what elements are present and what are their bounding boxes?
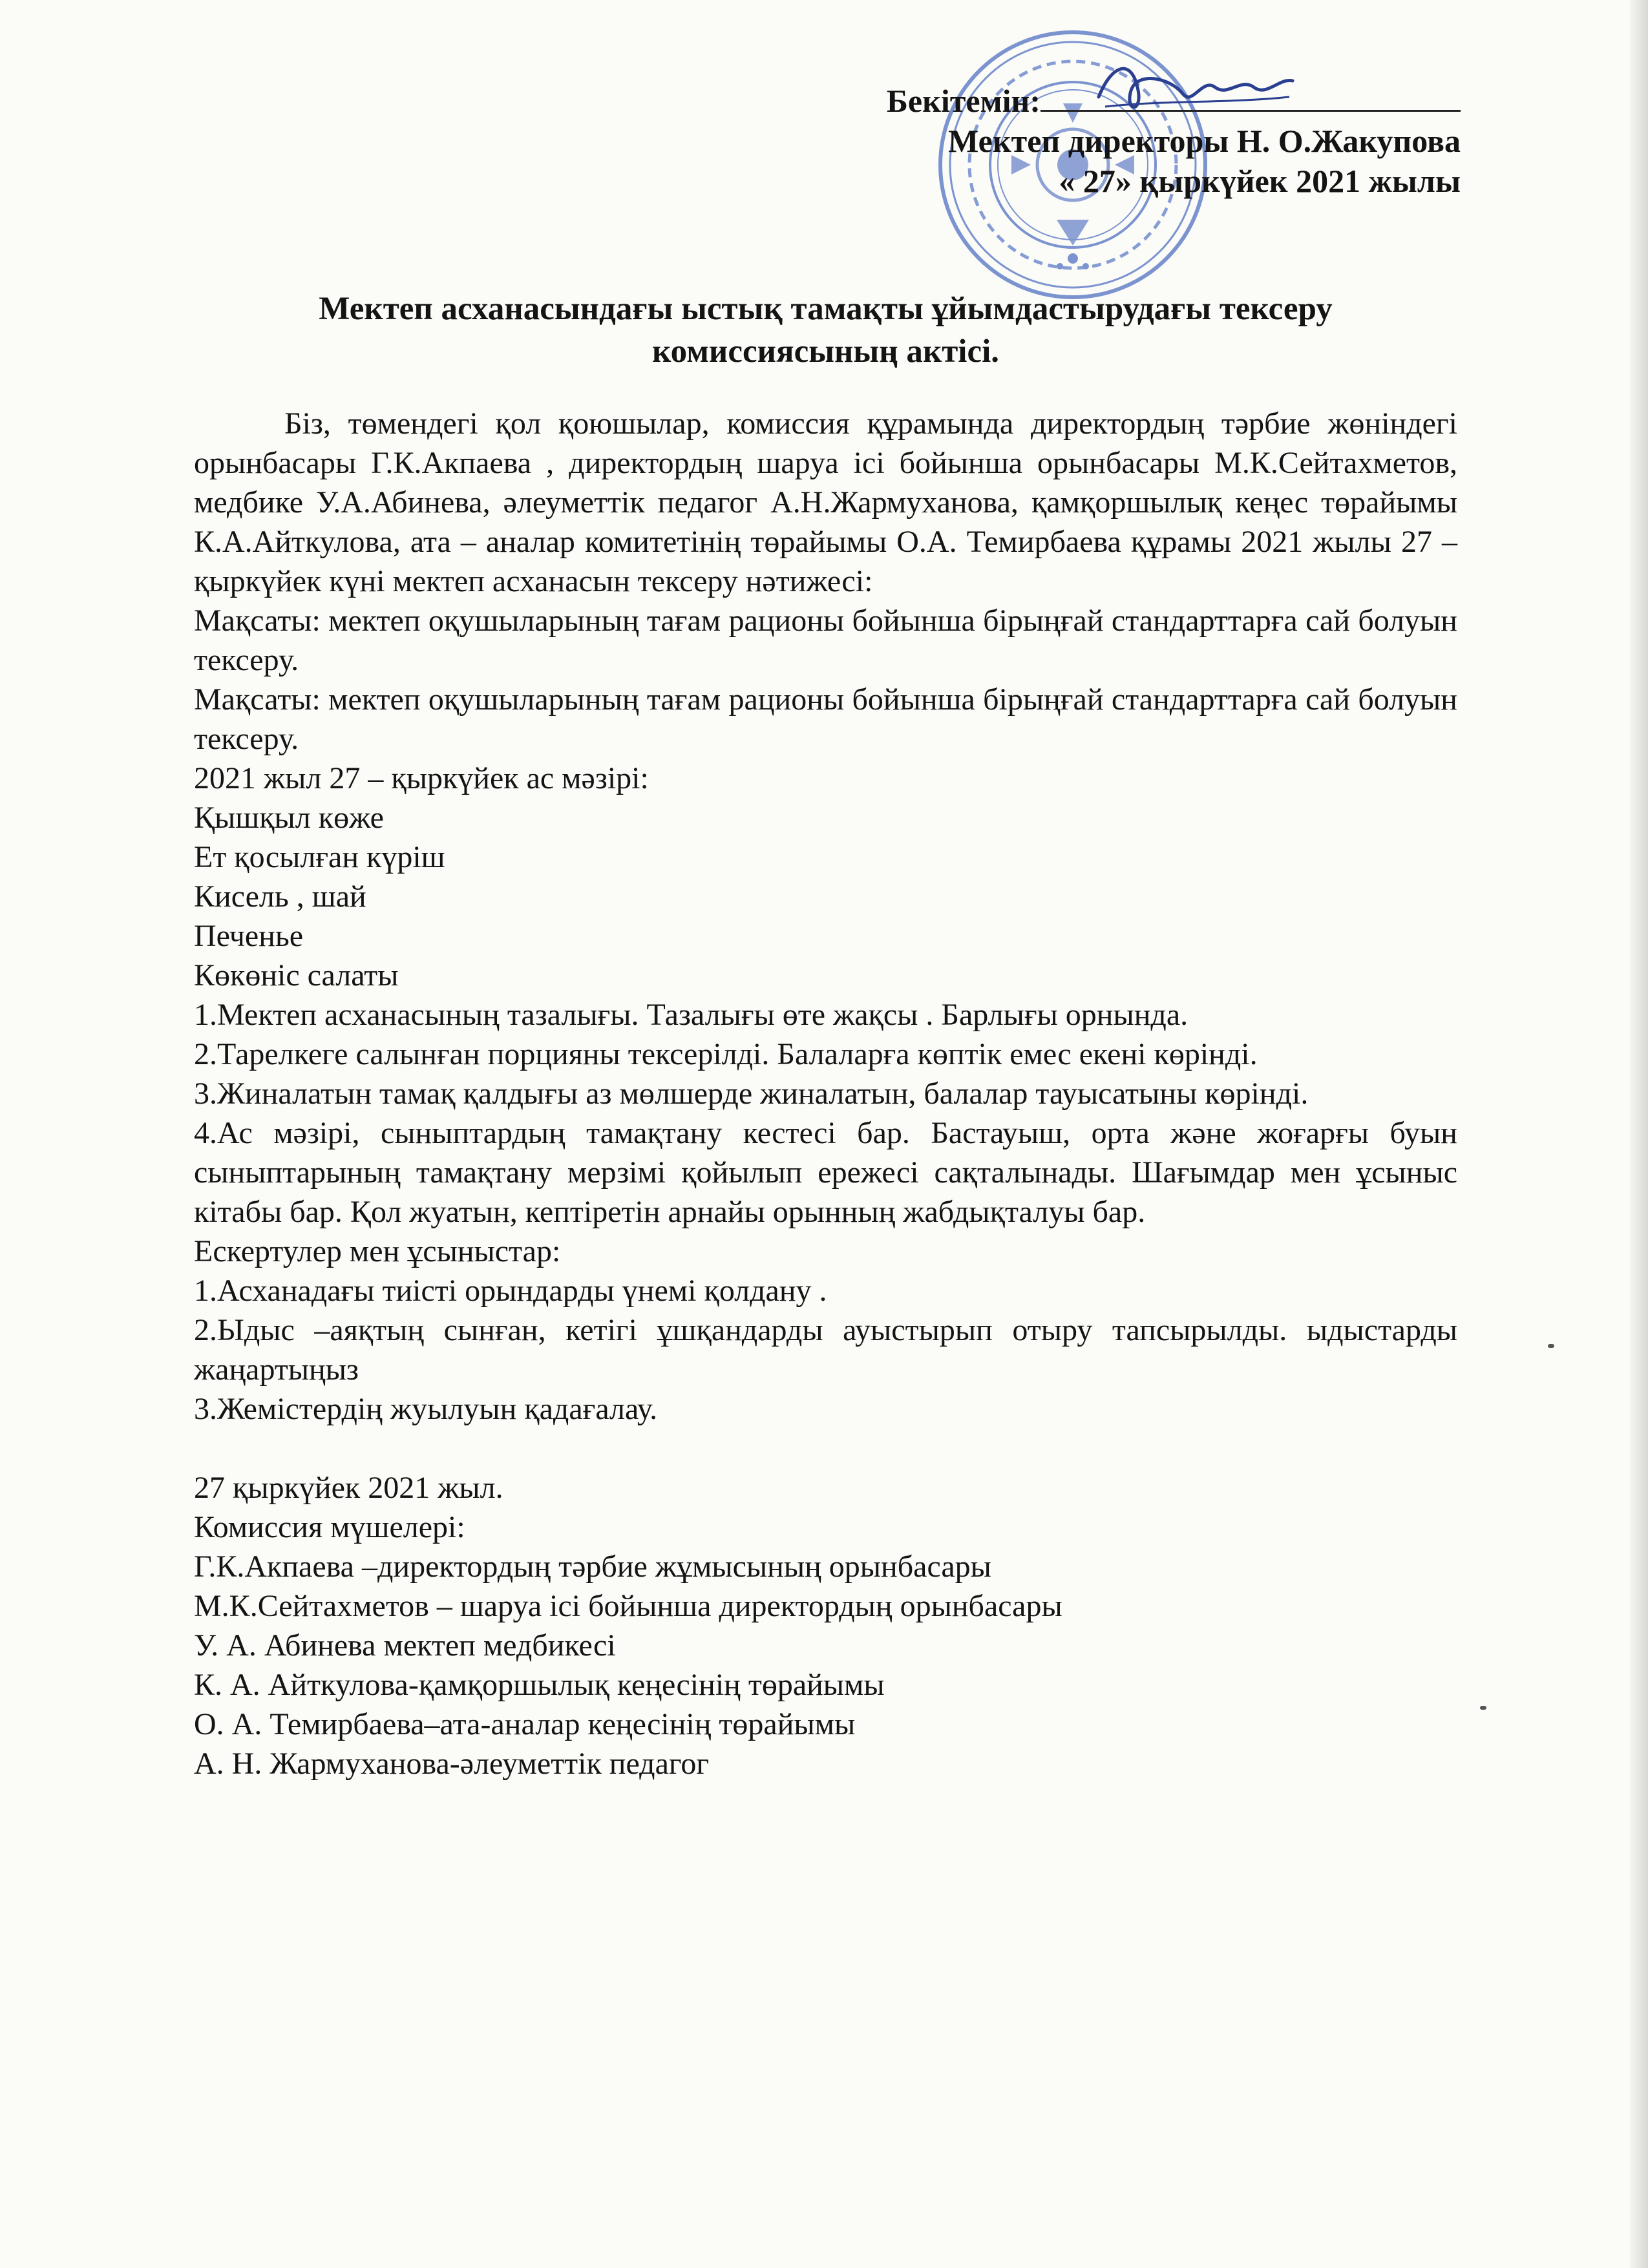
menu-heading: 2021 жыл 27 – қыркүйек ас мәзірі:	[194, 761, 649, 795]
purpose-paragraph-repeat: Мақсаты: мектеп оқушыларының тағам рационы бойынша бірыңғай стандарттарға сай болуын тексеру.	[194, 682, 1457, 756]
menu-item: Ет қосылған күріш	[194, 840, 445, 874]
members-heading: Комиссия мүшелері:	[194, 1510, 465, 1544]
scan-edge-shadow	[1630, 0, 1648, 2268]
scan-speck	[1480, 1706, 1486, 1710]
menu-item: Қышқыл көже	[194, 801, 384, 835]
remark-item: 2.Ыдыс –аяқтың сынған, кетігі ұшқандарды ауыстырып отыру тапсырылды. ыдыстарды жаңартыңыз	[194, 1313, 1457, 1387]
document-title	[194, 288, 1457, 373]
approval-block	[750, 78, 1461, 201]
act-date: 27 қыркүйек 2021 жыл.	[194, 1471, 503, 1505]
member-item: К. А. Айткулова-қамқоршылық кеңесінің төрайымы	[194, 1668, 885, 1702]
title-line-1: Мектеп асханасындағы ыстық тамақты ұйымдастырудағы тексеру	[319, 291, 1333, 327]
member-item: У. А. Абинева мектеп медбикесі	[194, 1628, 616, 1663]
intro-paragraph: Біз, төмендегі қол қоюшылар, комиссия құрамында директордың тәрбие жөніндегі орынбасары Г.К.Акпаева , директордың шаруа ісі бойынша орынбасары М.К.Сейтахметов, медбике У.А.Абинева, әлеуметтік педагог А.Н.Жармуханова, қамқоршылық кеңес төрайымы К.А.Айткулова, ата – аналар комитетінің төрайымы О.А. Темирбаева құрамы 2021 жылы 27 – қыркүйек күні мектеп асханасын тексеру нәтижесі:	[194, 406, 1457, 598]
title-line-2: комиссиясының актісі.	[651, 333, 1000, 370]
remark-item: 3.Жемістердің жуылуын қадағалау.	[194, 1392, 658, 1426]
member-item: Г.К.Акпаева –директордың тәрбие жұмысының орынбасары	[194, 1549, 991, 1584]
spacer	[194, 1429, 1457, 1468]
member-item: А. Н. Жармуханова-әлеуметтік педагог	[194, 1747, 710, 1781]
finding-item: 4.Ас мәзірі, сыныптардың тамақтану кестесі бар. Бастауыш, орта және жоғарғы буын сыныптарының тамақтану мерзімі қойылып ережесі сақталынады. Шағымдар мен ұсыныс кітабы бар. Қол жуатын, кептіретін арнайы орынның жабдықталуы бар.	[194, 1116, 1457, 1229]
member-item: М.К.Сейтахметов – шаруа ісі бойынша директордың орынбасары	[194, 1589, 1062, 1623]
finding-item: 1.Мектеп асханасының тазалығы. Тазалығы өте жақсы . Барлығы орнында.	[194, 998, 1188, 1032]
member-item: О. А. Темирбаева–ата-аналар кеңесінің төрайымы	[194, 1707, 856, 1741]
menu-item: Печенье	[194, 919, 304, 953]
remarks-heading: Ескертулер мен ұсыныстар:	[194, 1234, 561, 1268]
approval-date: « 27» қыркүйек 2021 жылы	[1059, 163, 1461, 199]
approval-line	[750, 78, 1461, 121]
document-body	[194, 404, 1457, 1783]
menu-item: Көкөніс салаты	[194, 958, 399, 992]
purpose-paragraph: Мақсаты: мектеп оқушыларының тағам рационы бойынша бірыңғай стандарттарға сай болуын тексеру.	[194, 604, 1457, 677]
finding-item: 2.Тарелкеге салынған порцияны тексерілді. Балаларға көптік емес екені көрінді.	[194, 1037, 1258, 1071]
remark-item: 1.Асханадағы тиісті орындарды үнемі қолдану .	[194, 1274, 827, 1308]
director-line: Мектеп директоры Н. О.Жакупова	[948, 123, 1461, 159]
menu-item: Кисель , шай	[194, 879, 366, 914]
signature-line	[1041, 78, 1461, 112]
scan-speck	[1548, 1344, 1554, 1348]
finding-item: 3.Жиналатын тамақ қалдығы аз мөлшерде жиналатын, балалар тауысатыны көрінді.	[194, 1076, 1309, 1111]
approval-label: Бекітемін:	[886, 83, 1041, 119]
